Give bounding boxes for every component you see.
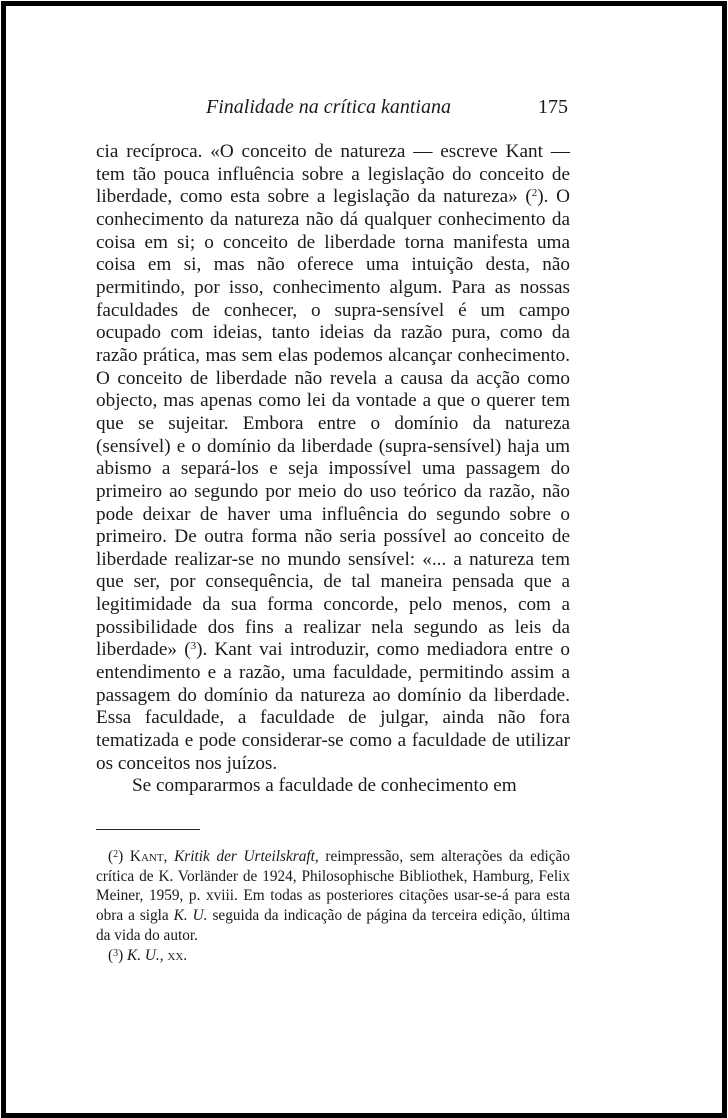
paragraph-1-part-2: ). O conhecimento da natureza não dá qualquer conhecimento da coisa em si; o conceito de liberdade torna manifesta uma coisa em si, mas não oferece uma intuição desta, não permitindo, por isso, conhecimento algum. Para as nossas faculdades de conhecer, o supra-sensível é um campo ocupado com ideias, tanto ideias da razão pura, como da razão prática, mas sem elas podemos alcançar conhecimento. O conceito de liberdade não revela a causa da acção como objecto, mas apenas como lei da vontade a que o querer tem que se sujeitar. Embora entre o domínio da natureza (sensível) e o domínio da liberdade (supra-sensível) haja um abismo a separá-los e seja impossível uma passagem do primeiro ao segundo por meio do uso teórico da razão, não pode deixar de haver uma influência do segundo sobre o primeiro. De outra forma não seria possível ao conceito de liberdade realizar-se no mundo sensível: «... a natureza tem que ser, por consequência, de tal maneira pensada que a legitimidade da sua forma concorde, pelo menos, com a possibilidade dos fins a realizar nela segundo as leis da liberdade» (: [96, 186, 571, 661]
footnote-rule: [96, 829, 200, 830]
footnote-2-text: reimpressão, sem alterações da edição crítica de K. Vorländer de 1924, Philosophische Bibliothek, Hamburg, Felix Meiner, 1959, p. xviii. Em todas as posteriores citações usar-se-á para esta obra a sigla: [96, 848, 570, 925]
paragraph-2: Se compararmos a faculdade de conhecimento em: [132, 775, 517, 797]
running-header: [96, 96, 570, 122]
footnote-3-mark: 3: [113, 947, 119, 959]
running-title: Finalidade na crítica kantiana: [206, 96, 451, 118]
body-text: [96, 141, 570, 798]
footnote-2-author: Kant,: [129, 848, 168, 865]
page-number: 175: [538, 96, 568, 118]
footnote-2-sigla: K. U.: [173, 907, 208, 925]
paragraph-1-part-3: ). Kant vai introduzir, como mediadora entre o entendimento e a razão, uma faculdade, permitindo assim a passagem do domínio da natureza ao domínio da liberdade. Essa faculdade, a faculdade de julgar, ainda não fora tematizada e pode considerar-se como a faculdade de utilizar os conceitos nos juízos.: [96, 639, 570, 774]
footnote-ref-3: 3: [190, 640, 197, 653]
footnote-2-mark: 2: [113, 849, 119, 860]
footnote-2-text-end: seguida da indicação de página da terceira edição, última da vida do autor.: [96, 907, 571, 944]
footnote-3-ref: K. U.,: [127, 946, 164, 964]
footnote-2-title: Kritik der Urteilskraft,: [174, 848, 319, 865]
paragraph-1: [96, 141, 570, 775]
footnote-ref-2: 2: [531, 187, 538, 200]
footnote-2: ($^2$) Kant, Kritik der Urteilskraft, reimpressão, sem alterações da edição crítica de K. Vorländer de 1924, Philosophische Bibliothek, Hamburg, Felix Meiner, 1959, p. xviii. Em todas as posteriores citações usar-se-á para esta obra a sigla K. U. seguida da indicação de página da terceira edição, última da vida do autor.: [96, 848, 571, 944]
footnote-3-page: xx.: [167, 946, 188, 964]
footnotes: [96, 847, 570, 965]
paragraph-1-part-1: cia recíproca. «O conceito de natureza — escreve Kant — tem tão pouca influência sobre a legislação do conceito de liberdade, como esta sobre a legislação da natureza» (: [96, 141, 570, 208]
footnote-3: ($^3$) K. U., xx.: [108, 946, 188, 964]
